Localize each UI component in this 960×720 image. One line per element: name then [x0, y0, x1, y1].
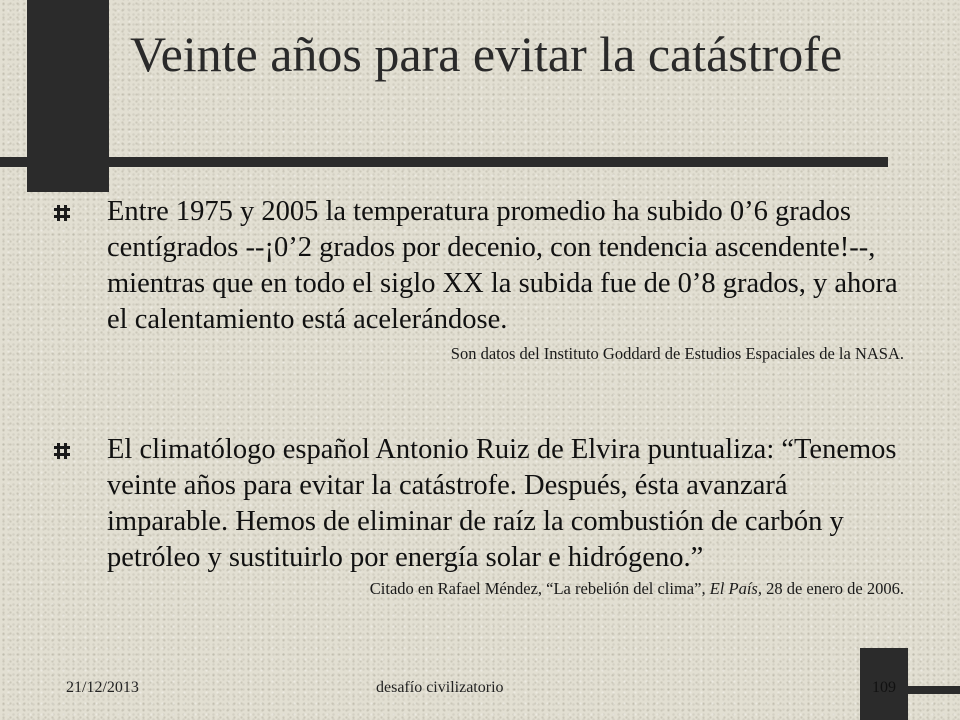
bullet-item — [30, 194, 910, 365]
citation-suffix: 28 de enero de 2006. — [761, 579, 904, 598]
citation — [30, 578, 910, 600]
bullet-item — [30, 432, 910, 600]
footer-date: 21/12/2013 — [66, 679, 139, 696]
citation-source: El País, — [709, 579, 762, 598]
citation-prefix: Citado en Rafael Méndez, “La rebelión del clima”, — [369, 579, 710, 598]
hash-bullet-icon — [52, 203, 72, 223]
title-underline-bar — [0, 157, 888, 167]
citation: Son datos del Instituto Goddard de Estudios Espaciales de la NASA. — [450, 344, 904, 363]
page-number: 109 — [872, 679, 896, 696]
bullet-text: El climatólogo español Antonio Ruiz de Elvira puntualiza: “Tenemos veinte años para evitar la catástrofe. Después, ésta avanzará imparable. Hemos de eliminar de raíz la combustión de carbón y petróleo y sustituirlo por energía solar e hidrógeno.” — [107, 434, 897, 573]
slide-title: Veinte años para evitar la catástrofe — [130, 26, 843, 82]
footer-title: desafío civilizatorio — [376, 679, 504, 696]
hash-bullet-icon — [52, 441, 72, 461]
bullet-text: Entre 1975 y 2005 la temperatura promedio ha subido 0’6 grados centígrados --¡0’2 grados por decenio, con tendencia ascendente!--, mientras que en todo el siglo XX la subida fue de 0’8 grados, y ahora el calentamiento está acelerándose. — [107, 196, 898, 335]
